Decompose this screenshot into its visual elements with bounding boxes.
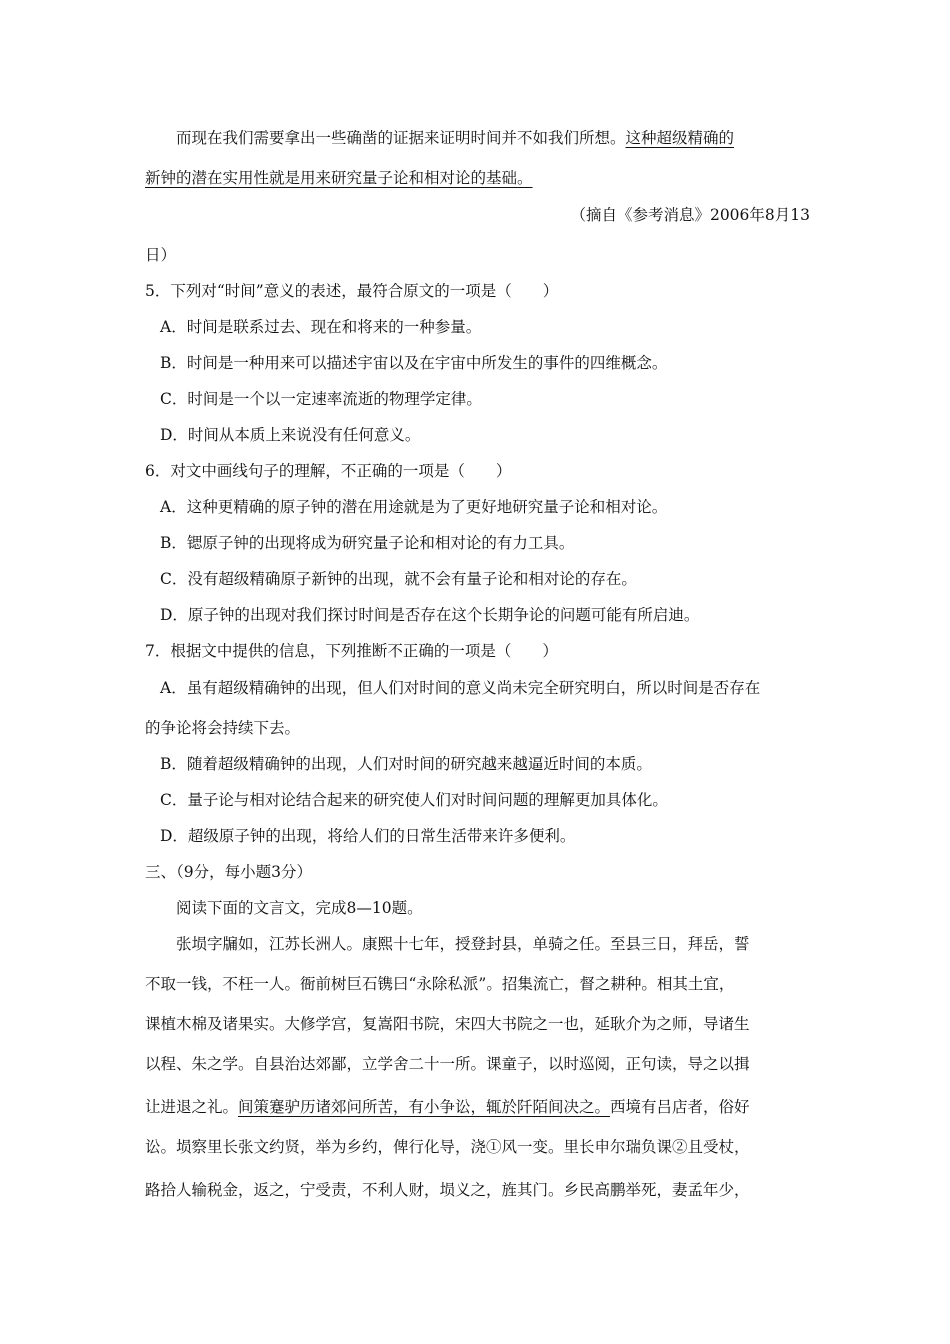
source-citation: （摘自《参考消息》2006年8月13 <box>570 206 810 224</box>
question-7-option-c: C．量子论与相对论结合起来的研究使人们对时间问题的理解更加具体化。 <box>160 791 668 809</box>
passage-text: 而现在我们需要拿出一些确凿的证据来证明时间并不如我们所想。 <box>176 129 626 147</box>
classical-text-line-7: 路拾人输税金，返之，宁受责，不利人财，埙义之，旌其门。乡民高鹏举死，妻孟年少， <box>145 1181 750 1199</box>
question-5-option-d: D．时间从本质上来说没有任何意义。 <box>160 426 421 444</box>
question-5-option-a: A．时间是联系过去、现在和将来的一种参量。 <box>160 318 482 336</box>
classical-text-line-5 <box>145 1097 750 1117</box>
question-7-option-a: A．虽有超级精确钟的出现，但人们对时间的意义尚未完全研究明白，所以时间是否存在 <box>160 679 761 697</box>
classical-text-line-1: 张埙字牖如，江苏长洲人。康熙十七年，授登封县，单骑之任。至县三日，拜岳，誓 <box>176 935 750 953</box>
classical-text-line-4: 以程、朱之学。自县治达郊鄙，立学舍二十一所。课童子，以时巡阅，正句读，导之以揖 <box>145 1055 750 1073</box>
question-6-stem: 6．对文中画线句子的理解，不正确的一项是（ ） <box>145 462 512 480</box>
underlined-sentence: 这种超级精确的 <box>625 129 735 147</box>
section-3-heading: 三、（9分，每小题3分） <box>145 863 312 881</box>
underlined-sentence: 间策蹇驴历诸郊问所苦，有小争讼，辄於阡陌间决之。 <box>238 1098 611 1116</box>
classical-text: 西境有吕店者，俗好 <box>610 1098 750 1116</box>
question-6-option-a: A．这种更精确的原子钟的潜在用途就是为了更好地研究量子论和相对论。 <box>160 498 668 516</box>
question-6-option-c: C．没有超级精确原子新钟的出现，就不会有量子论和相对论的存在。 <box>160 570 637 588</box>
classical-text-line-6: 讼。埙察里长张文约贤，举为乡约，俾行化导，浇①风一变。里长申尔瑞负课②且受杖， <box>145 1138 750 1156</box>
classical-text-line-2: 不取一钱，不枉一人。衙前树巨石镌曰“永除私派”。招集流亡，督之耕种。相其土宜， <box>145 975 735 993</box>
question-5-option-c: C．时间是一个以一定速率流逝的物理学定律。 <box>160 390 482 408</box>
underlined-sentence: 新钟的潜在实用性就是用来研究量子论和相对论的基础。 <box>145 169 533 187</box>
source-citation-end: 日） <box>145 246 177 264</box>
passage-line-2 <box>145 168 533 188</box>
section-3-instruction: 阅读下面的文言文，完成8—10题。 <box>176 899 423 917</box>
question-7-stem: 7．根据文中提供的信息，下列推断不正确的一项是（ ） <box>145 642 558 660</box>
question-6-option-b: B．锶原子钟的出现将成为研究量子论和相对论的有力工具。 <box>160 534 575 552</box>
classical-text: 让进退之礼。 <box>145 1098 239 1116</box>
question-7-option-a-cont: 的争论将会持续下去。 <box>145 719 301 737</box>
question-5-option-b: B．时间是一种用来可以描述宇宙以及在宇宙中所发生的事件的四维概念。 <box>160 354 668 372</box>
question-5-stem: 5．下列对“时间”意义的表述，最符合原文的一项是（ ） <box>145 282 559 300</box>
question-6-option-d: D．原子钟的出现对我们探讨时间是否存在这个长期争论的问题可能有所启迪。 <box>160 606 700 624</box>
question-7-option-b: B．随着超级精确钟的出现，人们对时间的研究越来越逼近时间的本质。 <box>160 755 652 773</box>
classical-text-line-3: 课植木棉及诸果实。大修学宫，复嵩阳书院，宋四大书院之一也，延耿介为之师，导诸生 <box>145 1015 750 1033</box>
question-7-option-d: D．超级原子钟的出现，将给人们的日常生活带来许多便利。 <box>160 827 576 845</box>
passage-line-1 <box>176 128 734 148</box>
